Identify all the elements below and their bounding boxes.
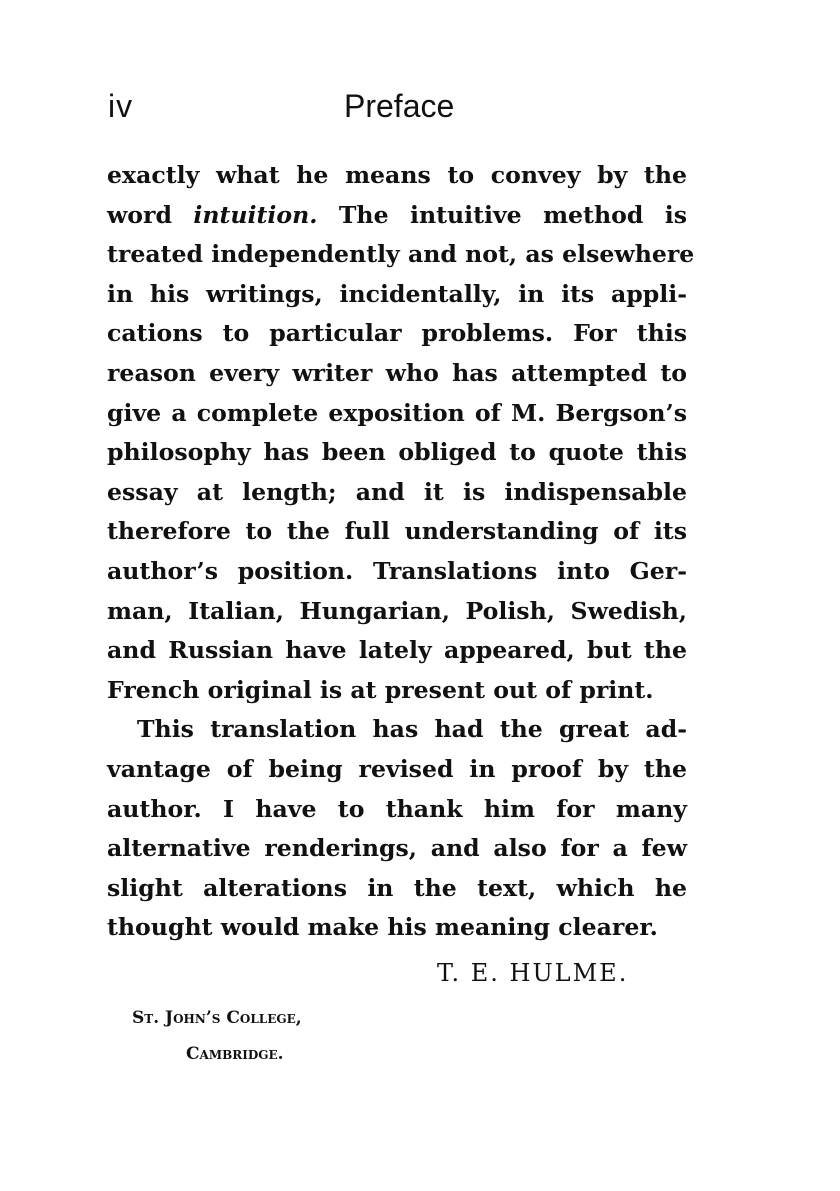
text-line: alternative renderings, and also for a few (107, 834, 687, 863)
text-line: philosophy has been obliged to quote this (107, 438, 687, 467)
text-line: man, Italian, Hungarian, Polish, Swedish, (107, 596, 687, 625)
running-head (108, 86, 690, 134)
text-line: and Russian have lately appeared, but the (107, 636, 687, 665)
text-line: exactly what he means to convey by the (107, 161, 687, 189)
page-number: iv (108, 88, 134, 124)
text-fragment: word (107, 200, 194, 229)
text-line: cations to particular problems. For this (107, 319, 687, 348)
text-line: reason every writer who has attempted to (107, 358, 687, 387)
text-line: essay at length; and it is indispensable (107, 477, 687, 506)
text-line: author’s position. Translations into Ger- (107, 556, 687, 585)
text-line: author. I have to thank him for many (107, 794, 687, 823)
address-line: St. John’s College, (132, 1008, 302, 1028)
text-line: thought would make his meaning clearer. (107, 913, 658, 942)
text-line: This translation has had the great ad- (137, 715, 687, 744)
text-line: vantage of being revised in proof by the (107, 754, 687, 783)
preface-text (107, 156, 695, 948)
signature: T. E. HULME. (437, 959, 629, 987)
text-line: slight alterations in the text, which he (107, 873, 687, 902)
address (132, 1000, 302, 1072)
text-line: in his writings, incidentally, in its appli- (107, 279, 687, 308)
text-line: treated independently and not, as elsewhere (107, 240, 695, 269)
text-line (107, 196, 687, 236)
text-line: French original is at present out of print. (107, 675, 654, 704)
running-title: Preface (344, 88, 455, 124)
text-fragment: The intuitive method is (317, 200, 687, 229)
address-line: Cambridge. (186, 1044, 284, 1064)
emphasized-word: intuition. (193, 200, 318, 229)
text-line: therefore to the full understanding of its (107, 517, 687, 546)
text-line: give a complete exposition of M. Bergson’s (107, 398, 687, 427)
